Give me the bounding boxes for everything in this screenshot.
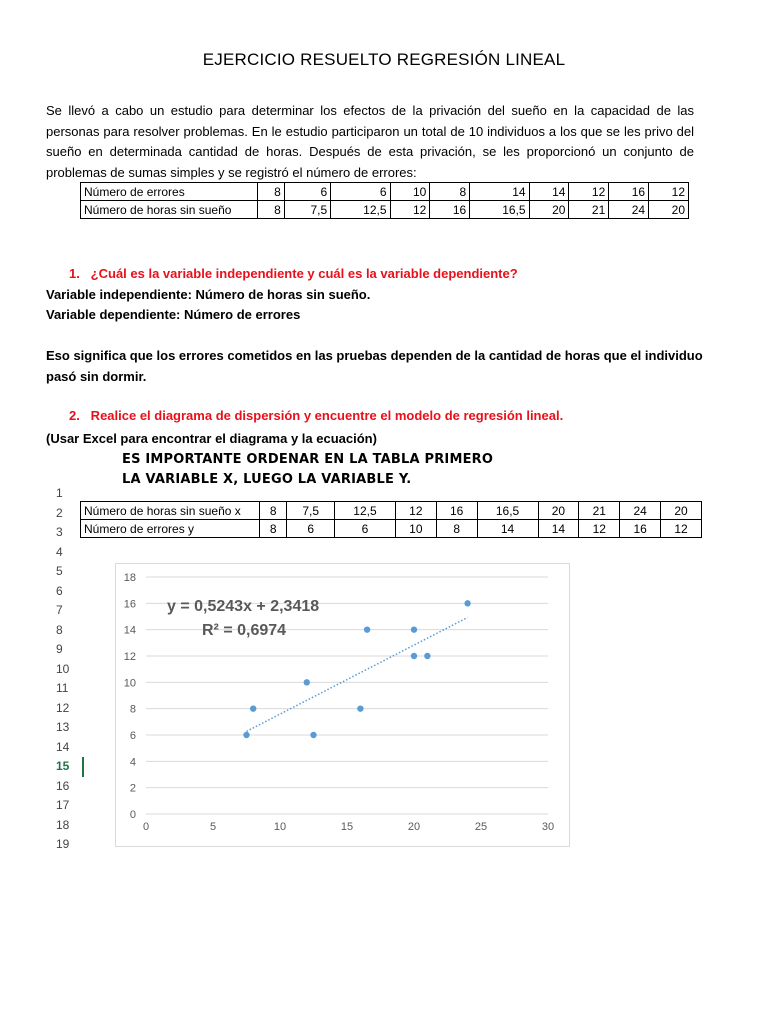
answer-independent: Variable independiente: Número de horas sin sueño.: [46, 287, 371, 302]
ordering-note-line: LA VARIABLE X, LUEGO LA VARIABLE Y.: [122, 472, 412, 487]
row-number: 5: [56, 564, 63, 578]
regression-equation: y = 0,5243x + 2,3418: [167, 598, 320, 615]
r-squared-label: R² = 0,6974: [202, 622, 287, 639]
table-cell: 14: [477, 520, 538, 538]
spreadsheet-row-numbers: [56, 484, 86, 855]
x-tick-label: 25: [474, 821, 488, 833]
y-tick-label: 2: [129, 782, 136, 795]
table-cell: 20: [538, 502, 579, 520]
row-number: 2: [56, 505, 63, 520]
row-label: Número de errores: [81, 183, 258, 201]
table-cell: 12: [649, 183, 689, 201]
y-tick-label: 4: [129, 756, 136, 769]
data-point: [464, 600, 470, 606]
answer-explanation: Eso significa que los errores cometidos en las pruebas dependen de la cantidad de horas que el individuo pasó sin dormir.: [46, 348, 703, 384]
table-row: [81, 201, 689, 219]
scatter-chart: [115, 563, 570, 847]
y-tick-label: 16: [123, 598, 136, 611]
table-cell: 12: [390, 201, 430, 219]
table-cell: 12,5: [331, 201, 390, 219]
question-1: 1. ¿Cuál es la variable independiente y cuál es la variable dependiente?: [69, 266, 518, 281]
y-tick-label: 0: [129, 809, 136, 821]
table-cell: 6: [334, 520, 395, 538]
answer-dependent: Variable dependiente: Número de errores: [46, 307, 301, 322]
table-row: [81, 520, 702, 538]
row-number: 12: [56, 700, 70, 715]
table-cell: 16: [436, 502, 477, 520]
table-cell: 8: [430, 183, 470, 201]
x-tick-label: 0: [142, 821, 150, 833]
x-tick-label: 5: [209, 821, 217, 833]
x-tick-label: 15: [340, 821, 354, 833]
data-point: [310, 732, 316, 738]
row-number: 18: [56, 817, 70, 832]
data-point: [357, 705, 363, 711]
scatter-plot-svg: [116, 564, 569, 846]
table-cell: 16: [609, 183, 649, 201]
table-cell: 10: [390, 183, 430, 201]
table-cell: 7,5: [284, 201, 330, 219]
table-cell: 16,5: [477, 502, 538, 520]
row-number: 15: [56, 757, 84, 777]
question-2-note: (Usar Excel para encontrar el diagrama y la ecuación): [46, 431, 377, 446]
x-tick-label: 30: [541, 821, 555, 833]
row-number: 16: [56, 778, 70, 793]
ordering-note: [122, 450, 493, 490]
row-number: 14: [56, 739, 70, 754]
table-cell: 8: [258, 183, 285, 201]
data-point: [243, 732, 249, 738]
row-number: 9: [56, 642, 63, 656]
table-cell: 20: [529, 201, 569, 219]
spreadsheet-table: [80, 501, 702, 538]
y-tick-label: 6: [129, 730, 136, 742]
row-number: 3: [56, 525, 63, 539]
table-cell: 12: [569, 183, 609, 201]
table-row: [81, 502, 702, 520]
table-cell: 24: [620, 502, 661, 520]
y-tick-label: 10: [123, 677, 136, 690]
table-cell: 14: [538, 520, 579, 538]
row-number: 1: [56, 486, 63, 500]
table-cell: 6: [331, 183, 390, 201]
table-cell: 16: [430, 201, 470, 219]
table-cell: 20: [661, 502, 702, 520]
table-cell: 7,5: [287, 502, 335, 520]
table-cell: 8: [436, 520, 477, 538]
ordering-note-line: ES IMPORTANTE ORDENAR EN LA TABLA PRIMERO: [122, 452, 494, 467]
row-label: Número de errores y: [81, 520, 260, 538]
table-row: [81, 183, 689, 201]
table-cell: 12: [395, 502, 436, 520]
data-point: [364, 626, 370, 632]
x-tick-label: 10: [273, 821, 287, 833]
data-point: [424, 653, 430, 659]
table-cell: 8: [260, 520, 287, 538]
table-cell: 12,5: [334, 502, 395, 520]
table-cell: 10: [395, 520, 436, 538]
y-tick-label: 14: [123, 624, 136, 637]
data-point: [411, 626, 417, 632]
row-number: 13: [56, 720, 70, 734]
data-point: [411, 653, 417, 659]
data-point: [304, 679, 310, 685]
question-2: 2. Realice el diagrama de dispersión y encuentre el modelo de regresión lineal.: [69, 408, 564, 423]
table-cell: 6: [284, 183, 330, 201]
table-cell: 14: [470, 183, 529, 201]
table-cell: 14: [529, 183, 569, 201]
table-cell: 20: [649, 201, 689, 219]
y-tick-label: 18: [123, 572, 136, 584]
table-cell: 12: [661, 520, 702, 538]
row-number: 19: [56, 837, 70, 851]
table-cell: 8: [258, 201, 285, 219]
row-number: 4: [56, 544, 63, 559]
y-tick-label: 12: [123, 651, 136, 663]
data-point: [250, 705, 256, 711]
data-table: [80, 182, 689, 219]
row-number: 10: [56, 661, 70, 676]
page-title: EJERCICIO RESUELTO REGRESIÓN LINEAL: [202, 50, 566, 69]
row-label: Número de horas sin sueño: [81, 201, 258, 219]
row-label: Número de horas sin sueño x: [81, 502, 260, 520]
table-cell: 21: [579, 502, 620, 520]
table-cell: 16: [620, 520, 661, 538]
table-cell: 6: [287, 520, 335, 538]
row-number: 8: [56, 622, 63, 637]
x-tick-label: 20: [407, 821, 421, 833]
row-number: 7: [56, 603, 63, 617]
row-number: 6: [56, 583, 63, 598]
row-number: 11: [56, 681, 69, 695]
intro-paragraph: Se llevó a cabo un estudio para determinar los efectos de la privación del sueño en la capacidad de las personas para resolver problemas. En le estudio participaron un total de 10 individuos a los que se les privo del sueño en determinada cantidad de horas. Después de esta privación, se les proporcionó un conjunto de problemas de sumas simples y se registró el número de errores:: [46, 103, 694, 180]
table-cell: 21: [569, 201, 609, 219]
y-tick-label: 8: [129, 703, 136, 716]
table-cell: 16,5: [470, 201, 529, 219]
row-number: 17: [56, 798, 70, 812]
table-cell: 12: [579, 520, 620, 538]
table-cell: 8: [260, 502, 287, 520]
table-cell: 24: [609, 201, 649, 219]
